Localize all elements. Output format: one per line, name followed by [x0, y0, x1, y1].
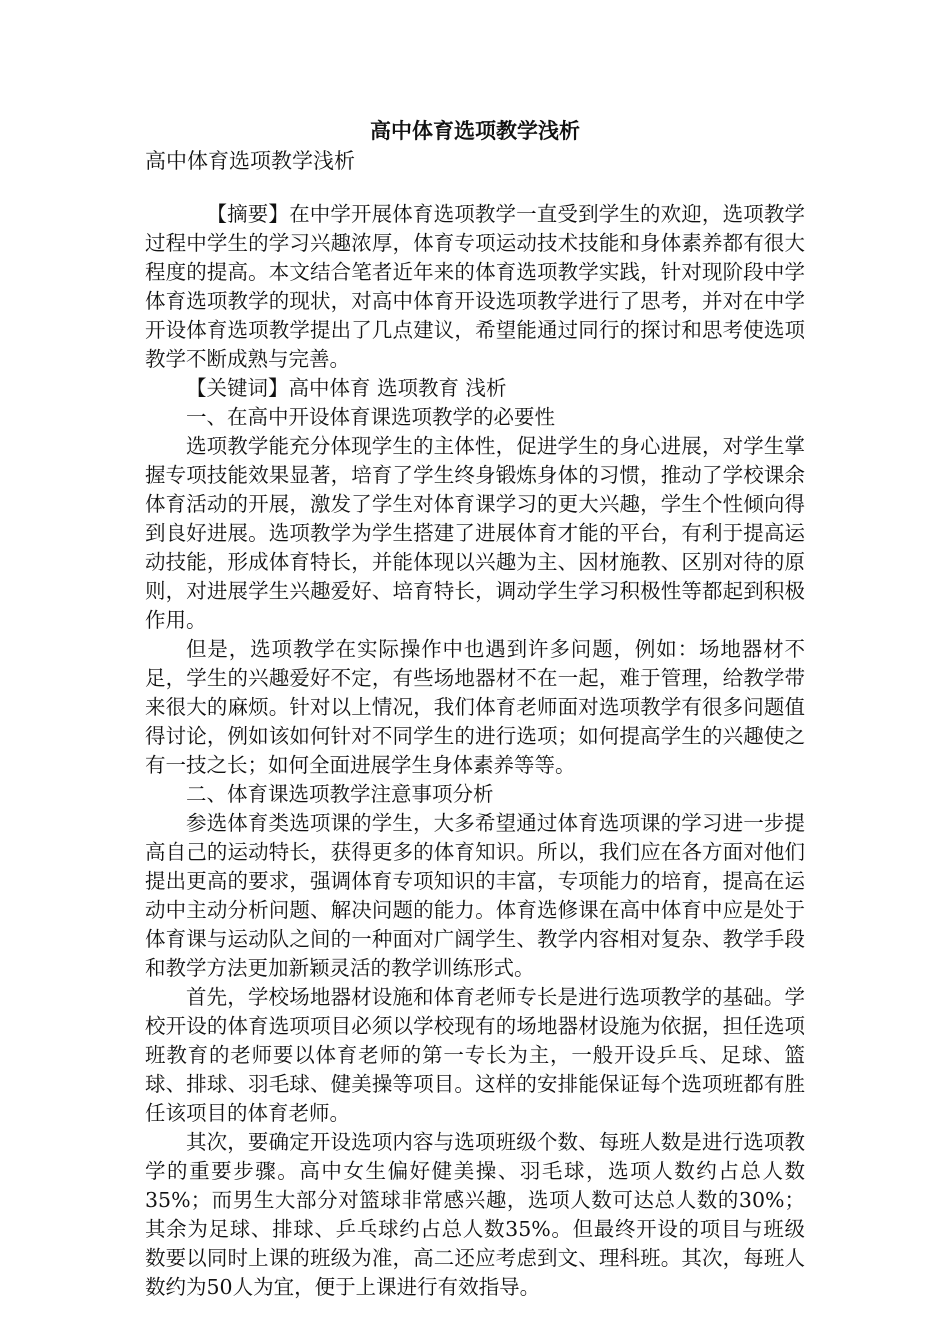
section2-paragraph-2: 首先，学校场地器材设施和体育老师专长是进行选项教学的基础。学校开设的体育选项项目必须以学校现有的场地器材设施为依据，担任选项班教育的老师要以体育老师的第一专长为主，一般开设乒乓、足球、篮球、排球、羽毛球、健美操等项目。这样的安排能保证每个选项班都有胜任该项目的体育老师。 — [145, 985, 805, 1125]
section1-paragraph-1: 选项教学能充分体现学生的主体性，促进学生的身心进展，对学生掌握专项技能效果显著，培育了学生终身锻炼身体的习惯，推动了学校课余体育活动的开展，激发了学生对体育课学习的更大兴趣，学生个性倾向得到良好进展。选项教学为学生搭建了进展体育才能的平台，有利于提高运动技能，形成体育特长，并能体现以兴趣为主、因材施教、区别对待的原则，对进展学生兴趣爱好、培育特长，调动学生学习积极性等都起到积极作用。 — [145, 434, 805, 632]
document-title: 高中体育选项教学浅析 — [370, 118, 580, 143]
document-subtitle: 高中体育选项教学浅析 — [145, 149, 355, 173]
keywords-line: 【关键词】高中体育 选项教育 浅析 — [186, 376, 507, 400]
section2-paragraph-1: 参选体育类选项课的学生，大多希望通过体育选项课的学习进一步提高自己的运动特长，获得更多的体育知识。所以，我们应在各方面对他们提出更高的要求，强调体育专项知识的丰富，专项能力的培育，提高在运动中主动分析问题、解决问题的能力。体育选修课在高中体育中应是处于体育课与运动队之间的一种面对广阔学生、教学内容相对复杂、教学手段和教学方法更加新颖灵活的教学训练形式。 — [145, 811, 805, 980]
document-page — [145, 118, 805, 1302]
section2-paragraph-3: 其次，要确定开设选项内容与选项班级个数、每班人数是进行选项教学的重要步骤。高中女生偏好健美操、羽毛球，选项人数约占总人数35%；而男生大部分对篮球非常感兴趣，选项人数可达总人数的30%；其余为足球、排球、乒乓球约占总人数35%。但最终开设的项目与班级数要以同时上课的班级为准，高二还应考虑到文、理科班。其次，每班人数约为50人为宜，便于上课进行有效指导。 — [145, 1130, 805, 1299]
section1-paragraph-2: 但是，选项教学在实际操作中也遇到许多问题，例如：场地器材不足，学生的兴趣爱好不定，有些场地器材不在一起，难于管理，给教学带来很大的麻烦。针对以上情况，我们体育老师面对选项教学有很多问题值得讨论，例如该如何针对不同学生的进行选项；如何提高学生的兴趣使之有一技之长；如何全面进展学生身体素养等等。 — [145, 637, 805, 777]
section-heading-1: 一、在高中开设体育课选项教学的必要性 — [186, 405, 555, 429]
section-heading-2: 二、体育课选项教学注意事项分析 — [186, 782, 494, 806]
abstract-paragraph: 【摘要】在中学开展体育选项教学一直受到学生的欢迎，选项教学过程中学生的学习兴趣浓厚，体育专项运动技术技能和身体素养都有很大程度的提高。本文结合笔者近年来的体育选项教学实践，针对现阶段中学体育选项教学的现状，对高中体育开设选项教学进行了思考，并对在中学开设体育选项教学提出了几点建议，希望能通过同行的探讨和思考使选项教学不断成熟与完善。 — [145, 202, 805, 371]
